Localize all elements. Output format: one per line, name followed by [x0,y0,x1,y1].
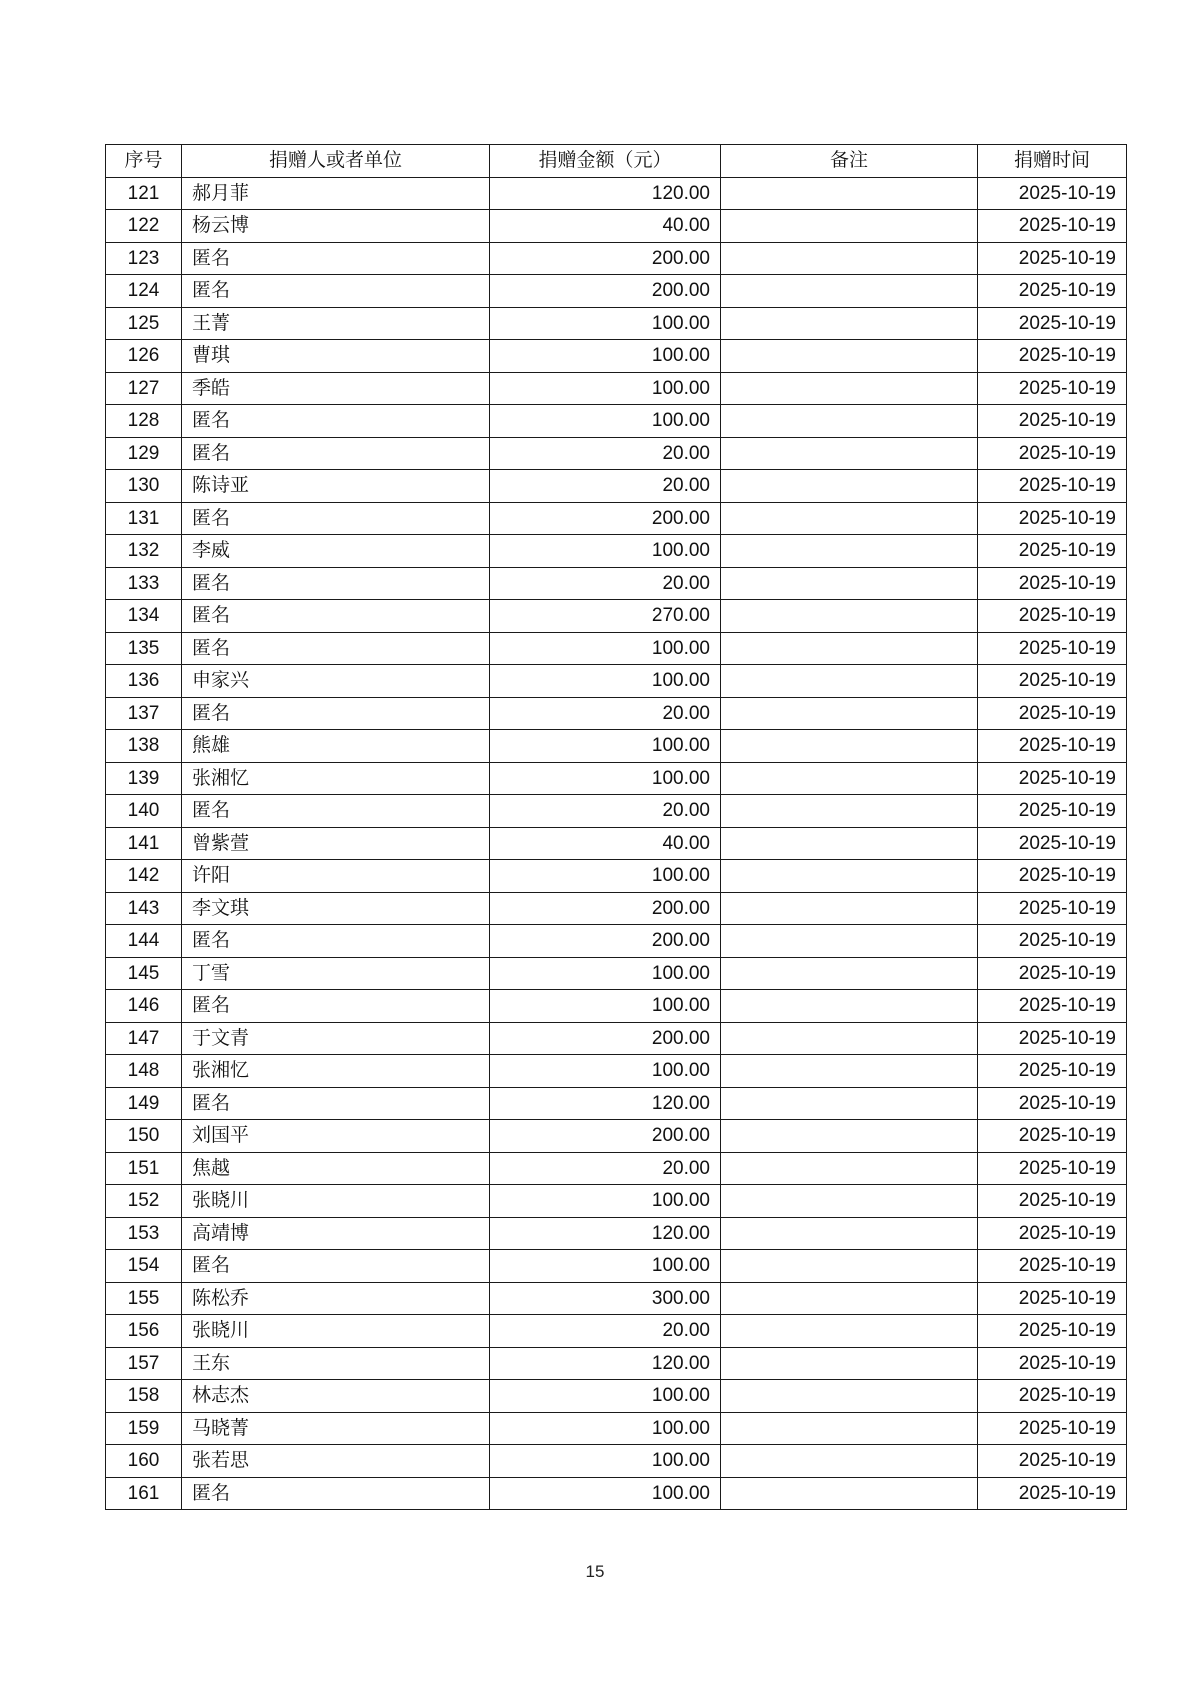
header-amount: 捐赠金额（元） [490,145,721,178]
cell-date: 2025-10-19 [978,405,1127,438]
cell-date: 2025-10-19 [978,795,1127,828]
cell-donor: 匿名 [182,990,490,1023]
cell-serial-number: 150 [106,1120,182,1153]
cell-note [721,307,978,340]
cell-date: 2025-10-19 [978,697,1127,730]
table-row [106,567,1127,600]
cell-serial-number: 134 [106,600,182,633]
cell-serial-number: 158 [106,1380,182,1413]
cell-donor: 杨云博 [182,210,490,243]
table-row [106,600,1127,633]
cell-serial-number: 155 [106,1282,182,1315]
cell-donor: 焦越 [182,1152,490,1185]
cell-donor: 郝月菲 [182,177,490,210]
cell-date: 2025-10-19 [978,762,1127,795]
cell-amount: 100.00 [490,957,721,990]
cell-note [721,372,978,405]
table-row [106,1282,1127,1315]
cell-serial-number: 121 [106,177,182,210]
cell-note [721,730,978,763]
cell-serial-number: 145 [106,957,182,990]
table-row [106,372,1127,405]
table-row [106,827,1127,860]
table-row [106,730,1127,763]
table-row [106,1412,1127,1445]
table-body [106,177,1127,1510]
cell-serial-number: 142 [106,860,182,893]
cell-note [721,957,978,990]
table-row [106,632,1127,665]
cell-amount: 100.00 [490,1477,721,1510]
cell-date: 2025-10-19 [978,860,1127,893]
table-row [106,697,1127,730]
cell-note [721,892,978,925]
cell-amount: 100.00 [490,405,721,438]
table-row [106,177,1127,210]
cell-date: 2025-10-19 [978,1185,1127,1218]
cell-serial-number: 152 [106,1185,182,1218]
cell-donor: 匿名 [182,1087,490,1120]
cell-serial-number: 132 [106,535,182,568]
cell-date: 2025-10-19 [978,990,1127,1023]
cell-note [721,990,978,1023]
cell-donor: 匿名 [182,502,490,535]
cell-amount: 200.00 [490,275,721,308]
cell-amount: 20.00 [490,437,721,470]
cell-serial-number: 129 [106,437,182,470]
table-row [106,242,1127,275]
cell-serial-number: 130 [106,470,182,503]
cell-note [721,535,978,568]
page-number: 15 [585,1562,605,1581]
cell-serial-number: 157 [106,1347,182,1380]
cell-amount: 20.00 [490,795,721,828]
cell-donor: 匿名 [182,632,490,665]
cell-amount: 20.00 [490,697,721,730]
cell-serial-number: 128 [106,405,182,438]
cell-amount: 40.00 [490,827,721,860]
cell-serial-number: 136 [106,665,182,698]
cell-note [721,1445,978,1478]
cell-amount: 100.00 [490,1185,721,1218]
cell-donor: 高靖博 [182,1217,490,1250]
cell-note [721,1412,978,1445]
table-row [106,860,1127,893]
cell-serial-number: 147 [106,1022,182,1055]
cell-date: 2025-10-19 [978,372,1127,405]
cell-note [721,1055,978,1088]
cell-note [721,1347,978,1380]
cell-note [721,177,978,210]
cell-date: 2025-10-19 [978,665,1127,698]
cell-amount: 300.00 [490,1282,721,1315]
table-row [106,925,1127,958]
cell-serial-number: 161 [106,1477,182,1510]
table-row [106,307,1127,340]
table-row [106,340,1127,373]
table-row [106,1347,1127,1380]
table-row [106,1445,1127,1478]
cell-date: 2025-10-19 [978,1380,1127,1413]
cell-donor: 匿名 [182,275,490,308]
cell-donor: 匿名 [182,925,490,958]
cell-date: 2025-10-19 [978,437,1127,470]
table-row [106,405,1127,438]
cell-amount: 100.00 [490,1412,721,1445]
cell-amount: 100.00 [490,1380,721,1413]
cell-date: 2025-10-19 [978,1315,1127,1348]
cell-date: 2025-10-19 [978,632,1127,665]
cell-note [721,1250,978,1283]
cell-amount: 100.00 [490,1055,721,1088]
cell-donor: 陈松乔 [182,1282,490,1315]
cell-donor: 丁雪 [182,957,490,990]
cell-note [721,1477,978,1510]
cell-note [721,1120,978,1153]
cell-note [721,1380,978,1413]
table-row [106,990,1127,1023]
cell-note [721,1217,978,1250]
cell-date: 2025-10-19 [978,535,1127,568]
cell-serial-number: 137 [106,697,182,730]
table-row [106,1250,1127,1283]
cell-date: 2025-10-19 [978,1022,1127,1055]
cell-donor: 曹琪 [182,340,490,373]
cell-note [721,1152,978,1185]
cell-donor: 曾紫萱 [182,827,490,860]
cell-note [721,502,978,535]
cell-serial-number: 143 [106,892,182,925]
table-row [106,762,1127,795]
cell-amount: 20.00 [490,1152,721,1185]
cell-date: 2025-10-19 [978,1477,1127,1510]
cell-note [721,762,978,795]
cell-serial-number: 122 [106,210,182,243]
table-row [106,470,1127,503]
cell-donor: 匿名 [182,600,490,633]
cell-serial-number: 135 [106,632,182,665]
cell-date: 2025-10-19 [978,892,1127,925]
cell-date: 2025-10-19 [978,1217,1127,1250]
cell-donor: 李威 [182,535,490,568]
cell-note [721,242,978,275]
cell-amount: 100.00 [490,632,721,665]
table-row [106,437,1127,470]
table-row [106,795,1127,828]
cell-serial-number: 153 [106,1217,182,1250]
cell-donor: 匿名 [182,1477,490,1510]
cell-amount: 100.00 [490,860,721,893]
cell-note [721,567,978,600]
cell-serial-number: 123 [106,242,182,275]
cell-note [721,1022,978,1055]
cell-serial-number: 127 [106,372,182,405]
cell-donor: 匿名 [182,697,490,730]
cell-donor: 王菁 [182,307,490,340]
cell-donor: 匿名 [182,1250,490,1283]
cell-serial-number: 156 [106,1315,182,1348]
cell-serial-number: 141 [106,827,182,860]
cell-amount: 100.00 [490,307,721,340]
cell-serial-number: 131 [106,502,182,535]
cell-date: 2025-10-19 [978,1055,1127,1088]
cell-date: 2025-10-19 [978,242,1127,275]
cell-donor: 陈诗亚 [182,470,490,503]
cell-donor: 张湘忆 [182,762,490,795]
cell-note [721,925,978,958]
cell-donor: 林志杰 [182,1380,490,1413]
cell-date: 2025-10-19 [978,177,1127,210]
cell-amount: 100.00 [490,762,721,795]
cell-amount: 100.00 [490,1445,721,1478]
cell-donor: 匿名 [182,437,490,470]
cell-serial-number: 133 [106,567,182,600]
cell-amount: 270.00 [490,600,721,633]
cell-date: 2025-10-19 [978,827,1127,860]
header-serial-number: 序号 [106,145,182,178]
cell-amount: 200.00 [490,892,721,925]
cell-donor: 匿名 [182,405,490,438]
cell-date: 2025-10-19 [978,307,1127,340]
cell-serial-number: 151 [106,1152,182,1185]
cell-amount: 120.00 [490,1087,721,1120]
cell-date: 2025-10-19 [978,275,1127,308]
table-header-row [106,145,1127,178]
cell-donor: 匿名 [182,567,490,600]
cell-date: 2025-10-19 [978,1087,1127,1120]
table-row [106,210,1127,243]
table-row [106,1217,1127,1250]
cell-amount: 20.00 [490,1315,721,1348]
table-row [106,1315,1127,1348]
cell-note [721,405,978,438]
cell-note [721,860,978,893]
cell-date: 2025-10-19 [978,502,1127,535]
cell-date: 2025-10-19 [978,1445,1127,1478]
cell-amount: 100.00 [490,730,721,763]
table-row [106,892,1127,925]
cell-serial-number: 160 [106,1445,182,1478]
table-row [106,1185,1127,1218]
cell-donor: 匿名 [182,242,490,275]
cell-note [721,437,978,470]
cell-serial-number: 139 [106,762,182,795]
cell-amount: 40.00 [490,210,721,243]
cell-note [721,1315,978,1348]
cell-note [721,1282,978,1315]
cell-date: 2025-10-19 [978,567,1127,600]
cell-note [721,697,978,730]
cell-note [721,1185,978,1218]
cell-donor: 李文琪 [182,892,490,925]
cell-serial-number: 138 [106,730,182,763]
header-donor: 捐赠人或者单位 [182,145,490,178]
table-row [106,1055,1127,1088]
cell-donor: 匿名 [182,795,490,828]
cell-donor: 张晓川 [182,1315,490,1348]
cell-donor: 张若思 [182,1445,490,1478]
table-row [106,1152,1127,1185]
cell-amount: 100.00 [490,1250,721,1283]
cell-serial-number: 149 [106,1087,182,1120]
cell-date: 2025-10-19 [978,470,1127,503]
cell-note [721,632,978,665]
table-row [106,957,1127,990]
cell-amount: 200.00 [490,925,721,958]
cell-serial-number: 146 [106,990,182,1023]
cell-amount: 100.00 [490,340,721,373]
donation-table [105,144,1127,1510]
cell-note [721,795,978,828]
cell-serial-number: 140 [106,795,182,828]
cell-amount: 100.00 [490,372,721,405]
cell-donor: 马晓菁 [182,1412,490,1445]
cell-donor: 于文青 [182,1022,490,1055]
cell-note [721,665,978,698]
cell-note [721,600,978,633]
cell-donor: 许阳 [182,860,490,893]
cell-date: 2025-10-19 [978,1152,1127,1185]
cell-amount: 100.00 [490,665,721,698]
cell-serial-number: 154 [106,1250,182,1283]
cell-amount: 20.00 [490,470,721,503]
cell-amount: 100.00 [490,990,721,1023]
cell-note [721,470,978,503]
cell-date: 2025-10-19 [978,730,1127,763]
table-row [106,1087,1127,1120]
table-row [106,1022,1127,1055]
cell-amount: 120.00 [490,1217,721,1250]
cell-amount: 200.00 [490,502,721,535]
cell-amount: 20.00 [490,567,721,600]
cell-amount: 200.00 [490,242,721,275]
cell-serial-number: 144 [106,925,182,958]
cell-note [721,1087,978,1120]
header-date: 捐赠时间 [978,145,1127,178]
cell-date: 2025-10-19 [978,1120,1127,1153]
cell-donor: 张湘忆 [182,1055,490,1088]
cell-donor: 熊雄 [182,730,490,763]
cell-note [721,210,978,243]
cell-note [721,275,978,308]
cell-serial-number: 148 [106,1055,182,1088]
cell-date: 2025-10-19 [978,210,1127,243]
header-note: 备注 [721,145,978,178]
cell-donor: 张晓川 [182,1185,490,1218]
table-row [106,1477,1127,1510]
cell-amount: 200.00 [490,1120,721,1153]
cell-serial-number: 126 [106,340,182,373]
cell-donor: 申家兴 [182,665,490,698]
cell-amount: 120.00 [490,1347,721,1380]
table-row [106,1380,1127,1413]
cell-date: 2025-10-19 [978,957,1127,990]
cell-date: 2025-10-19 [978,1412,1127,1445]
cell-date: 2025-10-19 [978,600,1127,633]
table-row [106,535,1127,568]
table-row [106,1120,1127,1153]
cell-donor: 刘国平 [182,1120,490,1153]
table-row [106,665,1127,698]
cell-note [721,827,978,860]
cell-date: 2025-10-19 [978,1282,1127,1315]
cell-serial-number: 125 [106,307,182,340]
cell-date: 2025-10-19 [978,1250,1127,1283]
cell-date: 2025-10-19 [978,340,1127,373]
cell-serial-number: 159 [106,1412,182,1445]
cell-date: 2025-10-19 [978,925,1127,958]
table-row [106,275,1127,308]
cell-date: 2025-10-19 [978,1347,1127,1380]
cell-amount: 200.00 [490,1022,721,1055]
cell-serial-number: 124 [106,275,182,308]
cell-donor: 季皓 [182,372,490,405]
cell-amount: 100.00 [490,535,721,568]
cell-donor: 王东 [182,1347,490,1380]
cell-note [721,340,978,373]
table-row [106,502,1127,535]
cell-amount: 120.00 [490,177,721,210]
